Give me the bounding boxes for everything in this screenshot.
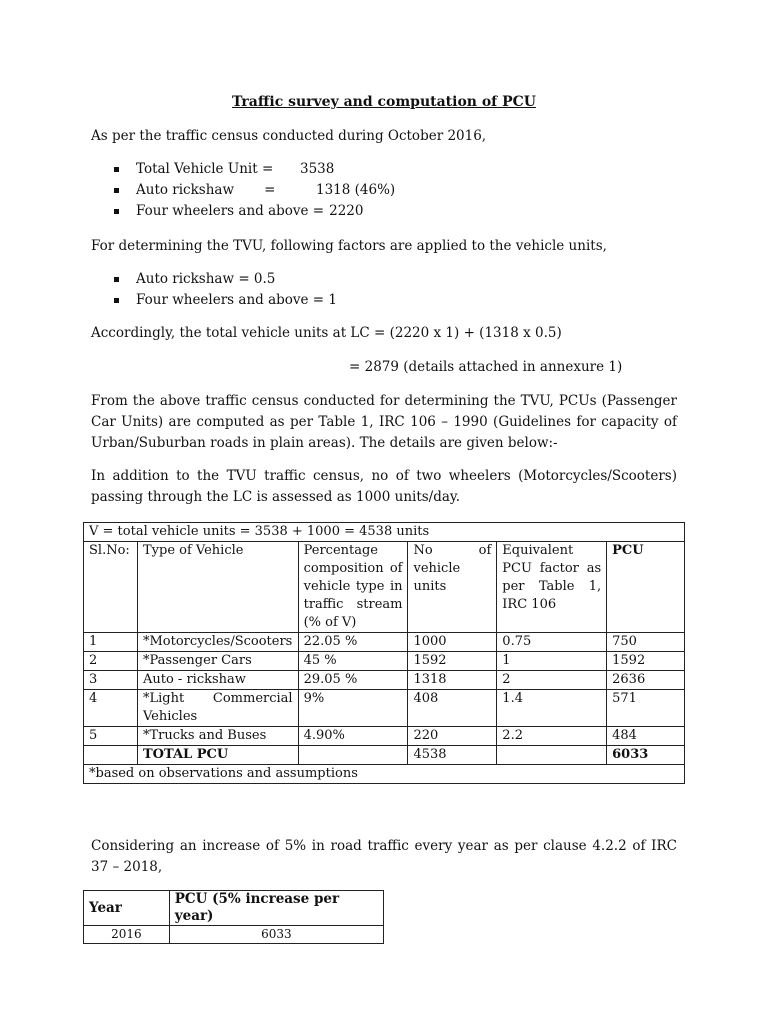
intro-paragraph: As per the traffic census conducted during October 2016, bbox=[91, 128, 487, 144]
factors-list bbox=[110, 269, 337, 311]
total-units-result: = 2879 (details attached in annexure 1) bbox=[349, 359, 623, 375]
column-header: Year bbox=[84, 891, 170, 926]
column-header: Percentage composition of vehicle type in traffic stream (% of V) bbox=[298, 542, 408, 633]
table-header-row bbox=[84, 542, 685, 633]
census-value: 3538 bbox=[300, 161, 335, 177]
table-row: 3 Auto - rickshaw 29.05 % 1318 2 2636 bbox=[84, 671, 685, 690]
table-caption-row bbox=[84, 523, 685, 542]
column-header: No of vehicle units bbox=[408, 542, 497, 633]
table-caption: V = total vehicle units = 3538 + 1000 = 4538 units bbox=[84, 523, 685, 542]
column-header: PCU bbox=[607, 542, 685, 633]
list-item: Total Vehicle Unit = 3538 bbox=[110, 159, 395, 180]
table-footnote-row bbox=[84, 765, 685, 784]
pcu-paragraph: From the above traffic census conducted for determining the TVU, PCUs (Passenger Car Units) are computed as per Table 1, IRC 106 – 1990 (Guidelines for capacity of Urban/Suburban roads in plain areas). The details are given below:- bbox=[91, 393, 677, 451]
list-item: Auto rickshaw = 0.5 bbox=[110, 269, 337, 290]
table-row: 4 *Light Commercial Vehicles 9% 408 1.4 571 bbox=[84, 690, 685, 727]
total-pcu: 6033 bbox=[607, 746, 685, 765]
table-row: 2016 6033 bbox=[84, 926, 384, 944]
list-item: Four wheelers and above = 1 bbox=[110, 290, 337, 311]
factors-intro: For determining the TVU, following factors are applied to the vehicle units, bbox=[91, 238, 607, 254]
year-table-header-row bbox=[84, 891, 384, 926]
year-table bbox=[83, 890, 384, 944]
census-value: 1318 (46%) bbox=[316, 182, 396, 198]
increase-paragraph: Considering an increase of 5% in road traffic every year as per clause 4.2.2 of IRC 37 – 2018, bbox=[91, 838, 677, 875]
census-value: 2220 bbox=[329, 203, 364, 219]
census-list bbox=[110, 159, 395, 222]
list-item: Auto rickshaw = 1318 (46%) bbox=[110, 180, 395, 201]
table-row: 1 *Motorcycles/Scooters 22.05 % 1000 0.75 750 bbox=[84, 633, 685, 652]
list-item: Four wheelers and above = 2220 bbox=[110, 201, 395, 222]
table-row: 2 *Passenger Cars 45 % 1592 1 1592 bbox=[84, 652, 685, 671]
table-row: 5 *Trucks and Buses 4.90% 220 2.2 484 bbox=[84, 727, 685, 746]
column-header: PCU (5% increase per year) bbox=[169, 891, 383, 926]
table-footnote: *based on observations and assumptions bbox=[84, 765, 685, 784]
pcu-table bbox=[83, 522, 685, 784]
two-wheelers-paragraph: In addition to the TVU traffic census, no of two wheelers (Motorcycles/Scooters) passing through the LC is assessed as 1000 units/day. bbox=[91, 468, 677, 505]
table-total-row bbox=[84, 746, 685, 765]
column-header: Type of Vehicle bbox=[137, 542, 298, 633]
column-header: Sl.No: bbox=[84, 542, 138, 633]
total-units: 4538 bbox=[408, 746, 497, 765]
column-header: Equivalent PCU factor as per Table 1, IRC 106 bbox=[497, 542, 607, 633]
total-label: TOTAL PCU bbox=[137, 746, 298, 765]
document-title: Traffic survey and computation of PCU bbox=[232, 94, 536, 110]
total-units-line: Accordingly, the total vehicle units at LC = (2220 x 1) + (1318 x 0.5) bbox=[91, 325, 562, 341]
